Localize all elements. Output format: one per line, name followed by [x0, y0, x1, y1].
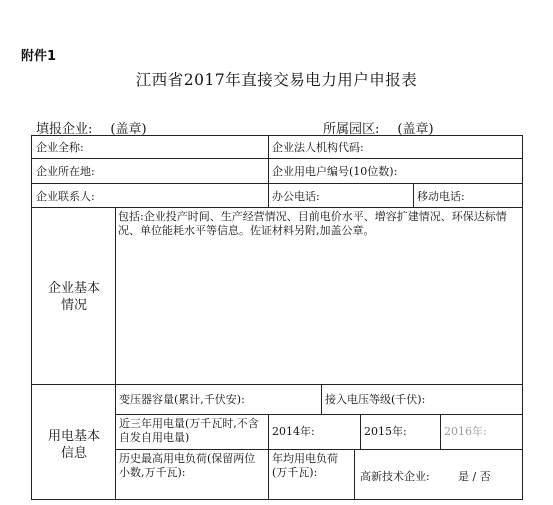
transformer-capacity-field[interactable]: 变压器容量(累计,千伏安): — [119, 393, 245, 406]
form-title: 江西省2017年直接交易电力用户申报表 — [135, 71, 418, 89]
power-info-label: 用电基本信息 — [47, 429, 100, 461]
col-line — [321, 384, 322, 414]
row-line — [32, 207, 522, 208]
hightech-yes-no[interactable]: 是 / 否 — [458, 470, 491, 483]
mobile-phone-field[interactable]: 移动电话: — [417, 190, 465, 203]
voltage-level-field[interactable]: 接入电压等级(千伏): — [325, 393, 426, 406]
row-line — [115, 449, 522, 450]
application-table — [31, 135, 523, 500]
col-line — [360, 414, 361, 449]
basic-info-label: 企业基本情况 — [47, 281, 100, 313]
contact-field[interactable]: 企业联系人: — [36, 190, 95, 203]
user-number-field[interactable]: 企业用电户编号(10位数): — [272, 165, 398, 178]
office-phone-field[interactable]: 办公电话: — [272, 190, 320, 203]
avg-load-field[interactable]: 年均用电负荷(万千瓦): — [272, 452, 338, 479]
col-line — [413, 183, 414, 207]
company-name-field[interactable]: 企业全称: — [36, 141, 84, 154]
year-2016-field[interactable]: 2016年: — [444, 425, 487, 438]
filling-company-label: 填报企业: — [36, 122, 93, 137]
park-label: 所属园区: — [323, 122, 380, 137]
year-2015-field[interactable]: 2015年: — [364, 425, 407, 438]
basic-info-text[interactable]: 包括:企业投产时间、生产经营情况、目前电价水平、增容扩建情况、环保达标情况、单位能耗水平等信息。佐证材料另附,加盖公章。 — [118, 210, 507, 237]
row-line — [115, 414, 522, 415]
recent-usage-label: 近三年用电量(万千瓦时,不含自发自用电量) — [119, 417, 259, 444]
legal-code-field[interactable]: 企业法人机构代码: — [272, 141, 364, 154]
col-line — [268, 414, 269, 499]
company-seal: (盖章) — [110, 122, 147, 137]
park-seal: (盖章) — [397, 122, 434, 137]
col-line — [354, 449, 355, 499]
hightech-label: 高新技术企业: — [360, 470, 430, 483]
row-line — [32, 183, 522, 184]
col-line — [268, 136, 269, 207]
col-line — [440, 414, 441, 449]
max-load-field[interactable]: 历史最高用电负荷(保留两位小数,万千瓦): — [119, 452, 256, 479]
row-line — [32, 158, 522, 159]
row-line — [32, 384, 522, 385]
col-line — [115, 207, 116, 499]
address-field[interactable]: 企业所在地: — [36, 165, 95, 178]
attachment-label: 附件1 — [21, 49, 57, 64]
year-2014-field[interactable]: 2014年: — [272, 425, 315, 438]
